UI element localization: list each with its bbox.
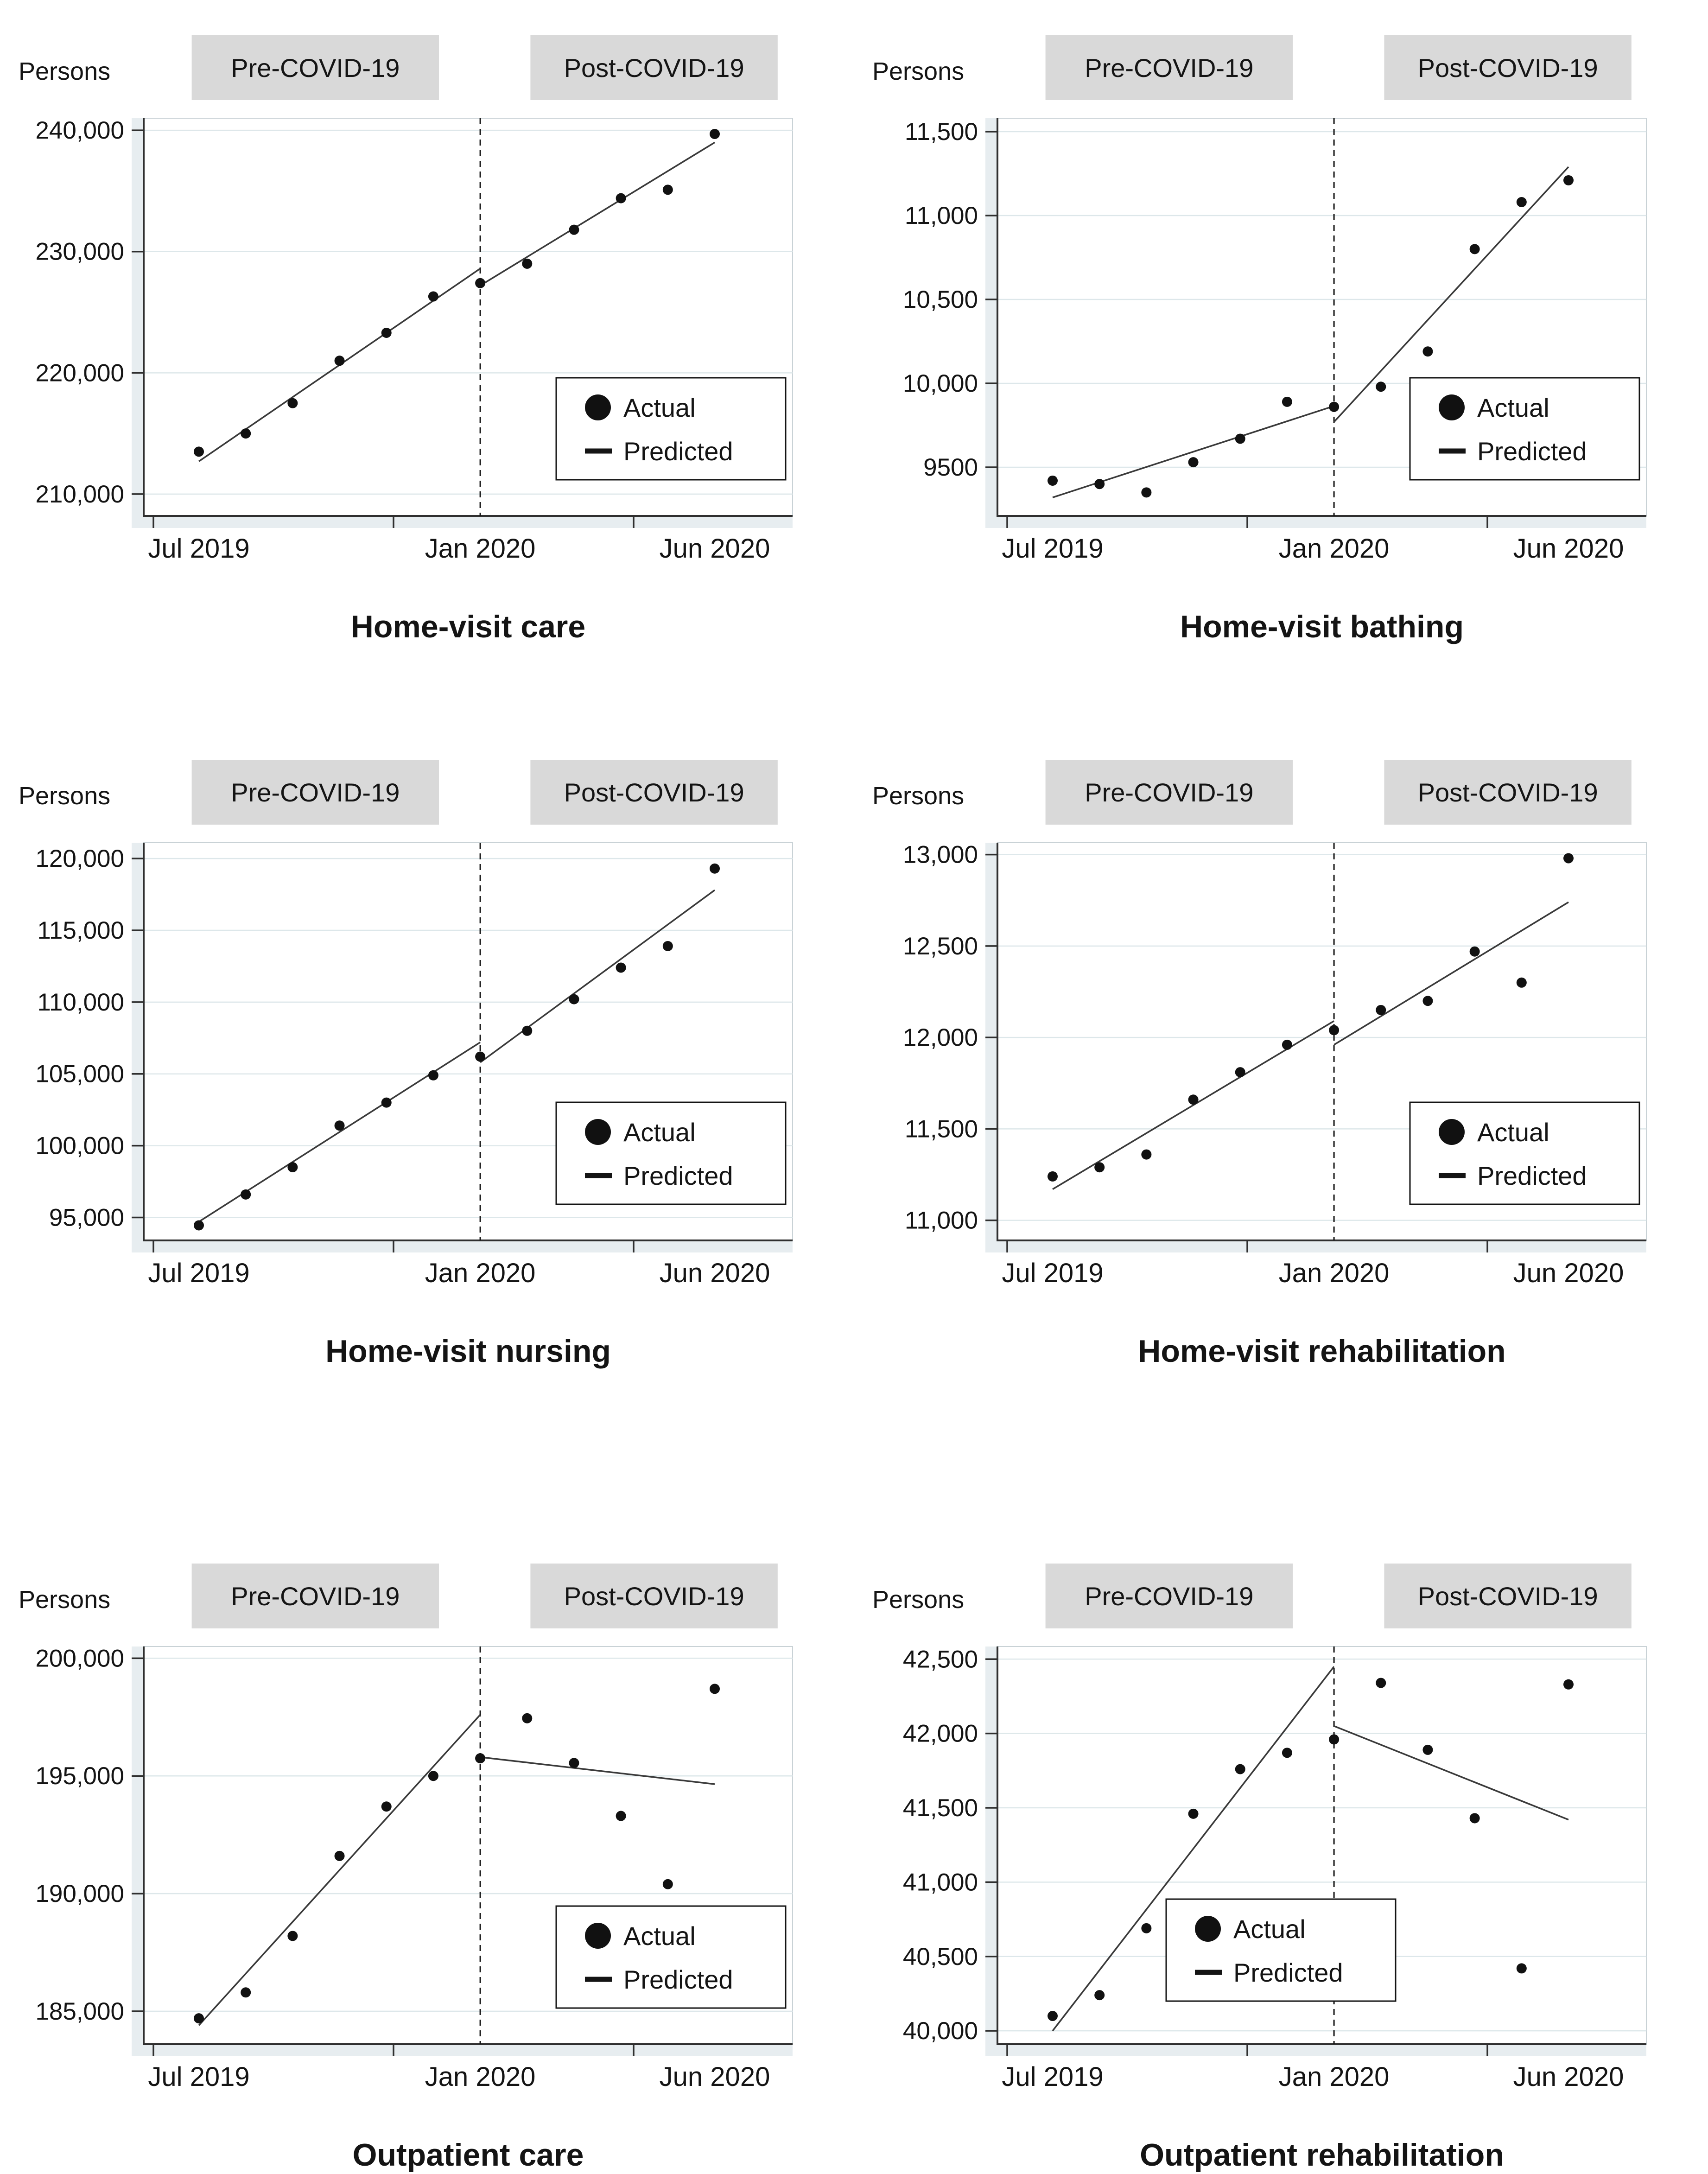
x-tick-label: Jul 2019 [1002,534,1104,564]
x-tick-label: Jun 2020 [659,534,770,564]
actual-point [1048,2011,1058,2021]
actual-point [475,1753,485,1763]
actual-point [1563,175,1574,185]
legend-predicted-label: Predicted [623,437,733,466]
actual-point [1282,1748,1292,1758]
actual-point [1235,1764,1245,1774]
y-tick-label: 185,000 [35,1997,124,2025]
y-tick-label: 11,000 [904,202,978,229]
actual-point [194,1220,204,1230]
pre-covid-label: Pre-COVID-19 [231,1582,400,1611]
y-tick-label: 10,000 [902,370,978,397]
actual-point [381,1098,392,1108]
chart-title: Home-visit rehabilitation [1138,1334,1506,1369]
actual-point [335,1120,345,1131]
actual-point [710,864,720,874]
actual-point [1188,457,1199,467]
post-covid-label: Post-COVID-19 [564,53,744,83]
actual-point [1470,1813,1480,1823]
post-covid-label: Post-COVID-19 [1417,778,1598,807]
x-axis-band [985,1240,1646,1252]
post-covid-label: Post-COVID-19 [1417,1582,1598,1611]
x-tick-label: Jun 2020 [659,1258,770,1288]
x-tick-label: Jan 2020 [425,534,536,564]
actual-point [1422,996,1433,1006]
legend-actual-marker [1439,394,1465,420]
panel-home-visit-bathing [854,0,1708,725]
x-tick-label: Jan 2020 [425,2062,536,2092]
actual-point [428,292,438,302]
actual-point [287,1162,298,1172]
y-tick-label: 12,500 [902,932,978,960]
actual-point [569,1758,579,1768]
y-axis-band [132,843,144,1252]
x-tick-label: Jan 2020 [425,1258,536,1288]
actual-point [1517,197,1527,207]
actual-point [335,1851,345,1861]
actual-point [428,1771,438,1781]
chart-home-visit-nursing [0,725,854,1449]
chart-home-visit-rehabilitation [854,725,1708,1449]
actual-point [1422,346,1433,356]
y-tick-label: 115,000 [37,916,124,944]
x-tick-label: Jul 2019 [148,1258,250,1288]
actual-point [1235,433,1245,444]
y-axis-band [132,1646,144,2056]
legend-actual-label: Actual [623,1921,696,1951]
x-tick-label: Jun 2020 [1513,2062,1624,2092]
legend-predicted-label: Predicted [623,1161,733,1190]
y-tick-label: 12,000 [902,1024,978,1052]
legend-predicted-label: Predicted [1477,1161,1587,1190]
y-axis-band [985,843,997,1252]
y-tick-label: 200,000 [35,1645,124,1672]
y-tick-label: 11,000 [904,1207,978,1234]
y-axis-unit-label: Persons [19,57,111,85]
pre-covid-label: Pre-COVID-19 [1085,53,1254,83]
actual-point [381,328,392,338]
x-tick-label: Jul 2019 [148,2062,250,2092]
legend-actual-label: Actual [1233,1914,1306,1944]
y-tick-label: 240,000 [35,117,124,145]
y-tick-label: 210,000 [35,480,124,508]
actual-point [1048,476,1058,486]
x-axis-band [132,2044,793,2056]
legend-predicted-label: Predicted [1477,437,1587,466]
chart-outpatient-care [0,1449,854,2174]
actual-point [1048,1171,1058,1182]
y-tick-label: 41,500 [902,1794,978,1822]
x-tick-label: Jul 2019 [1002,1258,1104,1288]
actual-point [1563,853,1574,864]
legend-actual-label: Actual [1477,1118,1549,1147]
legend [556,1102,786,1204]
actual-point [1470,244,1480,254]
actual-point [194,446,204,457]
actual-point [1282,1040,1292,1050]
y-tick-label: 11,500 [904,1115,978,1143]
actual-point [287,1931,298,1941]
chart-home-visit-care [0,0,854,725]
pre-covid-label: Pre-COVID-19 [1085,778,1254,807]
actual-point [569,225,579,235]
actual-point [1094,1990,1105,2000]
y-tick-label: 100,000 [35,1132,124,1160]
legend [556,378,786,480]
y-axis-unit-label: Persons [19,1586,111,1614]
actual-point [1329,402,1339,412]
legend [1410,378,1639,480]
legend-actual-marker [585,1119,611,1145]
actual-point [1141,487,1151,497]
actual-point [381,1801,392,1812]
y-axis-unit-label: Persons [872,782,965,810]
x-tick-label: Jun 2020 [659,2062,770,2092]
panel-home-visit-care [0,0,854,725]
x-tick-label: Jan 2020 [1278,534,1390,564]
legend-actual-marker [1439,1119,1465,1145]
actual-point [1376,1005,1386,1015]
x-tick-label: Jul 2019 [148,534,250,564]
y-tick-label: 40,500 [902,1943,978,1971]
legend-actual-marker [585,1923,611,1949]
x-tick-label: Jun 2020 [1513,1258,1624,1288]
post-covid-label: Post-COVID-19 [564,778,744,807]
legend [1410,1102,1639,1204]
actual-point [1188,1094,1199,1105]
actual-point [710,1684,720,1694]
chart-home-visit-bathing [854,0,1708,725]
actual-point [241,1189,251,1200]
actual-point [287,398,298,408]
predicted-line [480,1757,715,1784]
chart-title: Home-visit care [350,609,586,644]
y-tick-label: 220,000 [35,359,124,387]
y-axis-unit-label: Persons [872,1586,965,1614]
y-tick-label: 105,000 [35,1060,124,1088]
actual-point [1282,397,1292,407]
panel-outpatient-care [0,1449,854,2174]
x-axis-band [985,516,1646,528]
chart-title: Outpatient care [352,2137,584,2173]
actual-point [1141,1923,1151,1933]
actual-point [616,1811,626,1821]
chart-title: Outpatient rehabilitation [1140,2137,1504,2173]
y-tick-label: 11,500 [904,118,978,146]
post-covid-label: Post-COVID-19 [1417,53,1598,83]
actual-point [1422,1745,1433,1755]
predicted-line [480,890,715,1062]
legend-predicted-label: Predicted [623,1965,733,1994]
actual-point [335,356,345,366]
legend-actual-marker [1195,1916,1221,1942]
y-tick-label: 13,000 [902,841,978,869]
actual-point [1329,1025,1339,1035]
actual-point [522,1026,532,1036]
y-axis-unit-label: Persons [19,782,111,810]
actual-point [1376,381,1386,392]
actual-point [1235,1067,1245,1077]
actual-point [663,184,673,195]
actual-point [241,1987,251,1997]
legend-actual-label: Actual [623,393,696,422]
y-tick-label: 41,000 [902,1869,978,1896]
y-axis-band [985,1646,997,2056]
y-tick-label: 10,500 [902,286,978,313]
pre-covid-label: Pre-COVID-19 [231,778,400,807]
y-tick-label: 40,000 [902,2017,978,2045]
actual-point [1329,1734,1339,1744]
predicted-line [1334,1726,1568,1820]
y-tick-label: 110,000 [37,988,124,1016]
panel-home-visit-nursing [0,725,854,1449]
x-axis-band [132,516,793,528]
actual-point [194,2013,204,2023]
legend-actual-label: Actual [1477,393,1549,422]
actual-point [1563,1679,1574,1690]
chart-title: Home-visit nursing [325,1334,611,1369]
chart-title: Home-visit bathing [1180,609,1464,644]
actual-point [1517,978,1527,988]
actual-point [1376,1678,1386,1688]
actual-point [663,1879,673,1889]
y-tick-label: 190,000 [35,1880,124,1908]
x-tick-label: Jul 2019 [1002,2062,1104,2092]
y-tick-label: 42,000 [902,1720,978,1748]
x-tick-label: Jan 2020 [1278,2062,1390,2092]
panel-home-visit-rehabilitation [854,725,1708,1449]
legend [556,1906,786,2008]
post-covid-label: Post-COVID-19 [564,1582,744,1611]
actual-point [475,278,485,288]
actual-point [1094,1162,1105,1172]
predicted-line [199,1715,480,2025]
actual-point [1470,947,1480,957]
y-axis-unit-label: Persons [872,57,965,85]
actual-point [710,129,720,139]
y-tick-label: 120,000 [35,845,124,873]
predicted-line [480,142,715,286]
actual-point [1094,479,1105,489]
panel-outpatient-rehabilitation [854,1449,1708,2174]
y-axis-band [132,118,144,528]
pre-covid-label: Pre-COVID-19 [1085,1582,1254,1611]
x-tick-label: Jan 2020 [1278,1258,1390,1288]
actual-point [428,1070,438,1081]
y-tick-label: 95,000 [49,1204,124,1232]
actual-point [522,1713,532,1723]
y-tick-label: 195,000 [35,1762,124,1790]
legend-actual-marker [585,394,611,420]
legend-predicted-label: Predicted [1233,1958,1343,1987]
actual-point [569,994,579,1004]
actual-point [241,428,251,439]
actual-point [475,1052,485,1062]
x-axis-band [132,1240,793,1252]
y-tick-label: 42,500 [902,1646,978,1673]
actual-point [1188,1809,1199,1819]
chart-outpatient-rehabilitation [854,1449,1708,2174]
actual-point [1141,1150,1151,1160]
y-tick-label: 9500 [923,454,978,482]
actual-point [663,941,673,951]
actual-point [522,259,532,269]
actual-point [1517,1963,1527,1973]
x-axis-band [985,2044,1646,2056]
actual-point [616,962,626,973]
legend [1166,1899,1396,2001]
legend-actual-label: Actual [623,1118,696,1147]
predicted-line [1334,902,1568,1045]
pre-covid-label: Pre-COVID-19 [231,53,400,83]
y-tick-label: 230,000 [35,238,124,266]
x-tick-label: Jun 2020 [1513,534,1624,564]
actual-point [616,193,626,203]
